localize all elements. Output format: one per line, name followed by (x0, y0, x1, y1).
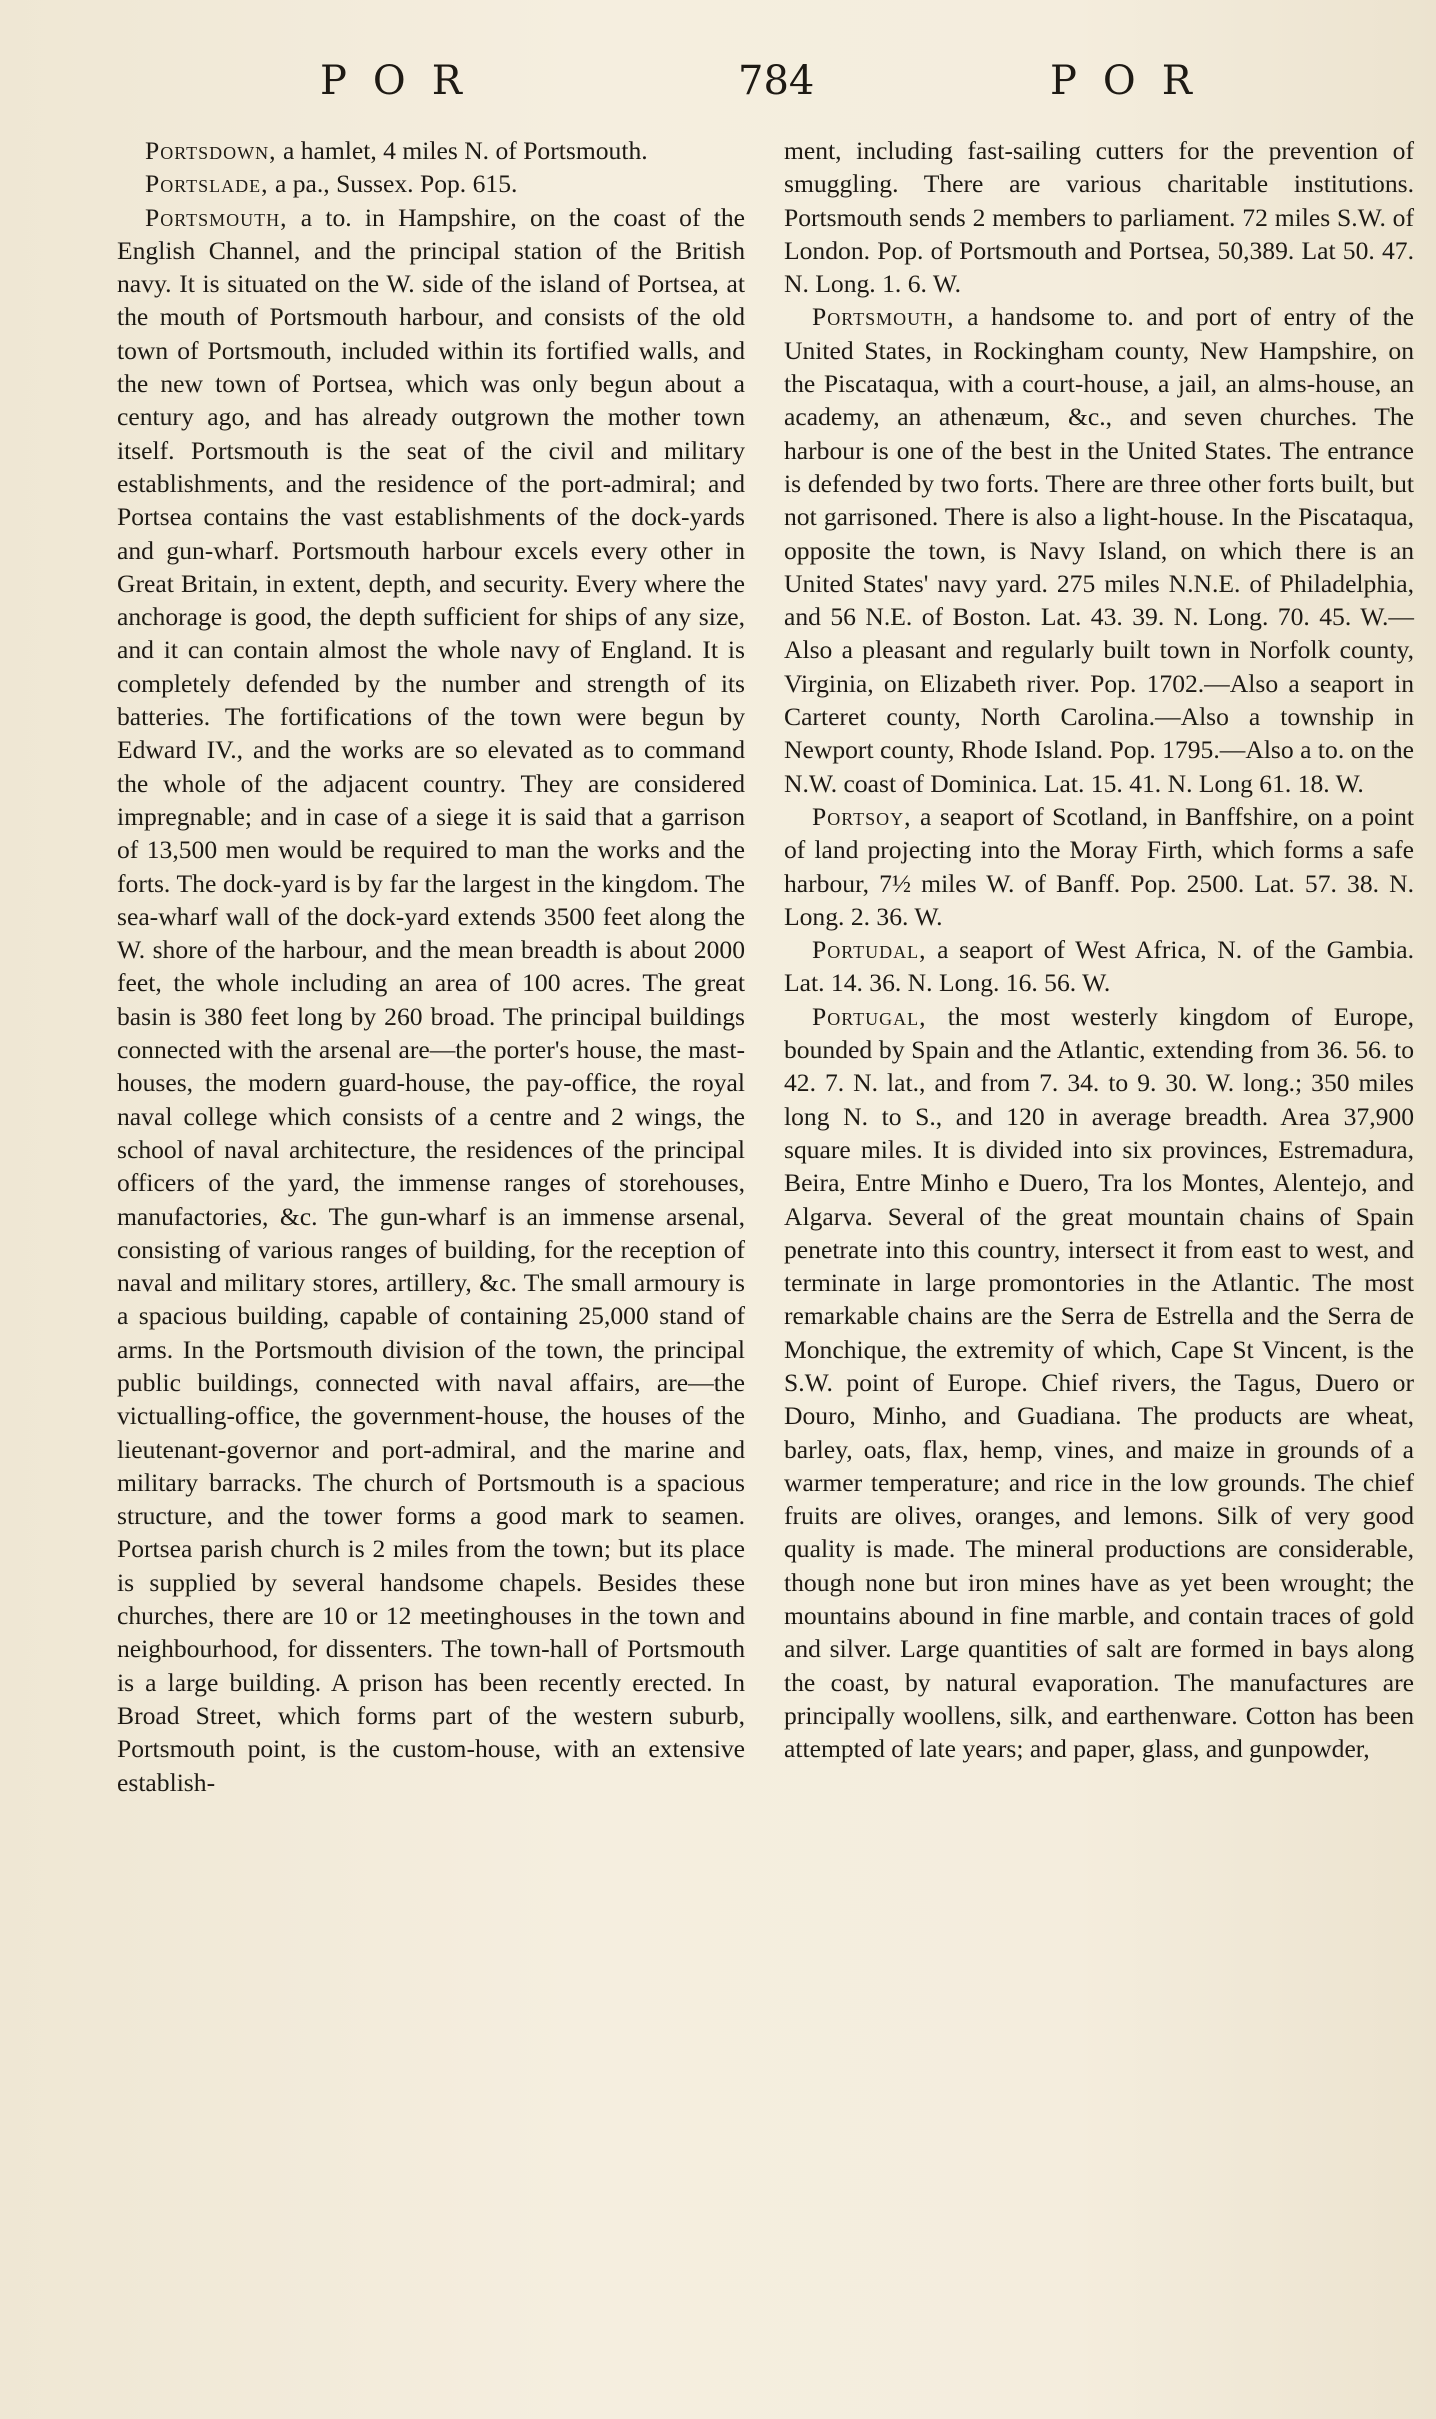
entry-headword: Portugal, (812, 1001, 927, 1031)
entry-portsoy (784, 800, 1414, 933)
entry-text: a handsome to. and port of entry of the United States, in Rockingham county, New Hampshire, on the Piscataqua, with a court-house, a jail, an alms-house, an academy, an athenæum, &c., and seven churches. The harbour is one of the best in the United States. The entrance is defended by two forts. There are three other forts built, but not garrisoned. There is also a light-house. In the Piscataqua, opposite the town, is Navy Island, on which there is an United States' navy yard. 275 miles N.N.E. of Philadelphia, and 56 N.E. of Boston. Lat. 43. 39. N. Long. 70. 45. W.—Also a pleasant and regularly built town in Norfolk county, Virginia, on Elizabeth river. Pop. 1702.—Also a seaport in Carteret county, North Carolina.—Also a township in Newport county, Rhode Island. Pop. 1795.—Also a to. on the N.W. coast of Dominica. Lat. 15. 41. N. Long 61. 18. W. (784, 302, 1414, 798)
header-left-word: POR (320, 58, 488, 104)
right-column (784, 134, 1414, 1766)
entry-text: a seaport of Scotland, in Banffshire, on a point of land projecting into the Moray Firth, which forms a safe harbour, 7½ miles W. of Banff. Pop. 2500. Lat. 57. 38. N. Long. 2. 36. W. (784, 801, 1414, 931)
entry-headword: Portsoy, (812, 801, 912, 831)
entry-headword: Portsdown, (145, 136, 277, 165)
text-columns (0, 134, 1436, 2354)
entry-text: the most westerly kingdom of Europe, bounded by Spain and the Atlantic, extending from 36. 56. to 42. 7. N. lat., and from 7. 34. to 9. 30. W. long.; 350 miles long N. to S., and 120 in average breadth. Area 37,900 square miles. It is divided into six provinces, Estremadura, Beira, Entre Minho e Duero, Tra los Montes, Alentejo, and Algarva. Several of the great mountain chains of Spain penetrate into this country, intersect it from east to west, and terminate in large promontories in the Atlantic. The most remarkable chains are the Serra de Estrella and the Serra de Monchique, the extremity of which, Cape St Vincent, is the S.W. point of Europe. Chief rivers, the Tagus, Duero or Douro, Minho, and Guadiana. The products are wheat, barley, oats, flax, hemp, vines, and maize in grounds of a warmer temperature; and rice in the low grounds. The chief fruits are olives, oranges, and lemons. Silk of very good quality is made. The mineral productions are considerable, though none but iron mines have as yet been wrought; the mountains abound in fine marble, and contain traces of gold and silver. Large quantities of salt are formed in bays along the coast, by natural evaporation. The manufactures are principally woollens, silk, and earthenware. Cotton has been attempted of late years; and paper, glass, and gunpowder, (784, 1001, 1414, 1764)
entry-headword: Portsmouth, (812, 302, 955, 332)
entry-headword: Portslade, (145, 169, 269, 199)
header-right-word: POR (1050, 58, 1218, 104)
entry-text: a seaport of West Africa, N. of the Gambia. Lat. 14. 36. N. Long. 16. 56. W. (784, 935, 1414, 998)
page-number: 784 (738, 58, 815, 104)
entry-portsdown (117, 134, 745, 167)
entry-headword: Portsmouth, (145, 202, 288, 232)
entry-text: a pa., Sussex. Pop. 615. (268, 169, 518, 199)
entry-portudal (784, 933, 1414, 1000)
entry-text: ment, including fast-sailing cutters for the prevention of smuggling. There are various charitable institutions. Portsmouth sends 2 members to parliament. 72 miles S.W. of London. Pop. of Portsmouth and Portsea, 50,389. Lat 50. 47. N. Long. 1. 6. W. (784, 136, 1414, 299)
entry-text: a hamlet, 4 miles N. of Portsmouth. (276, 136, 648, 165)
entry-text: a to. in Hampshire, on the coast of the English Channel, and the principal station of the British navy. It is situated on the W. side of the island of Portsea, at the mouth of Portsmouth harbour, and consists of the old town of Portsmouth, included within its fortified walls, and the new town of Portsea, which was only begun about a century ago, and has already outgrown the mother town itself. Portsmouth is the seat of the civil and military establishments, and the residence of the port-admiral; and Portsea contains the vast establishments of the dock-yards and gun-wharf. Portsmouth harbour excels every other in Great Britain, in extent, depth, and security. Every where the anchorage is good, the depth sufficient for ships of any size, and it can contain almost the whole navy of England. It is completely defended by the number and strength of its batteries. The fortifications of the town were begun by Edward IV., and the works are so elevated as to command the whole of the adjacent country. They are considered impregnable; and in case of a siege it is said that a garrison of 13,500 men would be required to man the works and the forts. The dock-yard is by far the largest in the kingdom. The sea-wharf wall of the dock-yard extends 3500 feet along the W. shore of the harbour, and the mean breadth is about 2000 feet, the whole including an area of 100 acres. The great basin is 380 feet long by 260 broad. The principal buildings connected with the arsenal are—the porter's house, the mast-houses, the modern guard-house, the pay-office, the royal naval college which consists of a centre and 2 wings, the school of naval architecture, the residences of the principal officers of the yard, the immense ranges of storehouses, manufactories, &c. The gun-wharf is an immense arsenal, consisting of various ranges of building, for the reception of naval and military stores, artillery, &c. The small armoury is a spacious building, capable of containing 25,000 stand of arms. In the Portsmouth division of the town, the principal public buildings, connected with naval affairs, are—the victualling-office, the government-house, the houses of the lieutenant-governor and port-admiral, and the marine and military barracks. The church of Portsmouth is a spacious structure, and the tower forms a good mark to seamen. Portsea parish church is 2 miles from the town; but its place is supplied by several handsome chapels. Besides these churches, there are 10 or 12 meetinghouses in the town and neighbourhood, for dissenters. The town-hall of Portsmouth is a large building. A prison has been recently erected. In Broad Street, which forms part of the western suburb, Portsmouth point, is the custom-house, with an extensive establish- (117, 202, 745, 1797)
running-header (0, 58, 1436, 122)
entry-portsmouth-us (784, 300, 1414, 799)
left-column (117, 134, 745, 1799)
entry-portslade (117, 167, 745, 200)
entry-continuation (784, 134, 1414, 300)
entry-portugal (784, 1000, 1414, 1766)
entry-portsmouth-hampshire (117, 201, 745, 1799)
entry-headword: Portudal, (812, 935, 927, 965)
